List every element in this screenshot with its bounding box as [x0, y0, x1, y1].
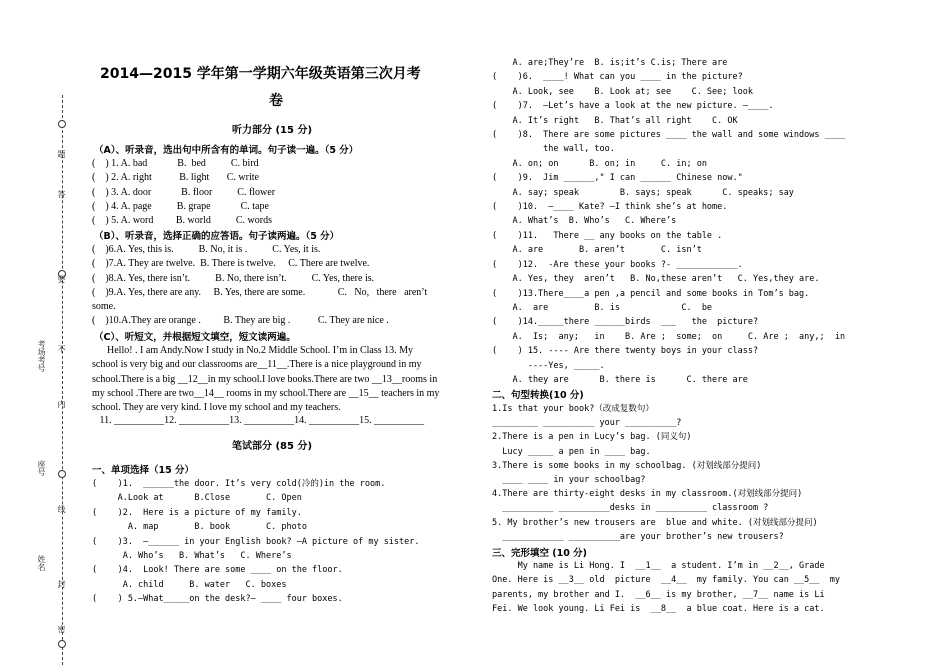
question-line: A. Who’s B. What’s C. Where’s: [92, 551, 292, 562]
question-line: ( ) 5. A. word B. world C. words: [92, 215, 272, 227]
question-line: ( ) 2. A. right B. light C. write: [92, 172, 259, 184]
binding-hole: [58, 640, 66, 648]
question-line: A. map B. book C. photo: [92, 522, 307, 533]
question-line: ____________ __________are your brother’s new trousers?: [492, 531, 784, 542]
question-line: ( ) 5.—What_____on the desk?— ____ four boxes.: [92, 594, 343, 605]
name-label: 姓名: [37, 555, 46, 571]
question-line: 5. My brother’s new trousers are blue and white. (对划线部分提问): [492, 517, 818, 528]
question-line: A. they are B. there is C. there are: [492, 374, 748, 385]
seal-char: 题: [57, 150, 66, 158]
part-c-answer-blanks: 11. __________12. __________13. __________14. __________15. __________: [92, 415, 425, 426]
part-b-list: [92, 243, 427, 329]
question-line: 2.There is a pen in Lucy’s bag. (同义句): [492, 432, 692, 443]
question-line: _________ __________ your __________?: [492, 418, 682, 429]
question-line: ( )9. Jim ______," I can ______ Chinese now.": [492, 173, 743, 184]
exam-title-cont: 卷: [269, 93, 283, 109]
seal-char: 不: [57, 345, 66, 353]
question-line: ( )8.A. Yes, there isn’t. B. No, there isn’t. C. Yes, there is.: [92, 272, 375, 284]
passage-line: One. Here is __3__ old picture __4__ my family. You can __5__ my: [492, 575, 840, 586]
question-line: A. Is; any; in B. Are ; some; on C. Are ; any,; in: [492, 331, 846, 342]
question-line: some.: [92, 301, 116, 313]
part-c-passage: [92, 344, 439, 415]
question-line: ( )4. Look! There are some ____ on the floor.: [92, 565, 343, 576]
question-line: ( )6.A. Yes, this is. B. No, it is . C. Yes, it is.: [92, 244, 321, 255]
part-a-header: （A）、听录音，选出句中所含有的单词。句子读一遍。（5 分）: [94, 145, 359, 156]
question-line: 4.There are thirty-eight desks in my classroom.(对划线部分提问): [492, 489, 803, 500]
passage-line: parents, my brother and I. __6__ is my brother, __7__ name is Li: [492, 589, 825, 600]
question-line: the wall, too.: [492, 144, 615, 155]
binding-hole: [58, 470, 66, 478]
question-line: A.Look at B.Close C. Open: [92, 493, 302, 504]
seal-char: 答: [57, 190, 66, 198]
question-line: A. are B. is C. be: [492, 302, 713, 313]
question-line: ____ ____ in your schoolbag?: [492, 475, 646, 486]
written-header: 笔试部分 (85 分): [232, 441, 313, 452]
question-line: A. are;They’re B. is;it’s C.is; There are: [492, 58, 728, 68]
question-line: ( )1. ______the door. It’s very cold(冷的)in the room.: [92, 479, 386, 489]
question-line: ( ) 4. A. page B. grape C. tape: [92, 200, 269, 212]
question-line: ( )11. There __ any books on the table .: [492, 230, 723, 241]
question-line: ( )7. —Let’s have a look at the new picture. —____.: [492, 101, 774, 112]
section1-left-list: [92, 477, 420, 607]
passage-line: my school .There are two__14__ rooms in my school.There are __15__ teachers in my: [92, 387, 440, 399]
question-line: ( ) 15. ---- Are there twenty boys in your class?: [492, 346, 759, 357]
question-line: ( )2. Here is a picture of my family.: [92, 507, 302, 518]
question-line: ( )8. There are some pictures ____ the wall and some windows ____: [492, 130, 846, 141]
section2-header: 二、句型转换(10 分): [492, 390, 584, 401]
section1-header: 一、单项选择（15 分）: [92, 465, 195, 476]
question-line: A. child B. water C. boxes: [92, 579, 287, 590]
question-line: A. What’s B. Who’s C. Where’s: [492, 216, 677, 227]
question-line: A. say; speak B. says; speak C. speaks; say: [492, 187, 794, 198]
question-line: ( )14._____there ______birds ___ the picture?: [492, 317, 759, 328]
binding-hole: [58, 120, 66, 128]
passage-line: Hello! . I am Andy.Now I study in No.2 Middle School. I’m in Class 13. My: [92, 345, 414, 356]
seal-char: 密: [57, 625, 66, 633]
seat-label: 座号: [37, 460, 46, 476]
passage-line: school is very big and our classrooms are__11__.There is a nice playground in my: [92, 359, 422, 371]
question-line: ( )7.A. They are twelve. B. There is twelve. C. There are twelve.: [92, 258, 370, 270]
section3-passage: [492, 559, 840, 616]
question-line: A. are B. aren’t C. isn’t: [492, 245, 702, 256]
question-line: 1.Is that your book?（改成复数句）: [492, 404, 654, 414]
question-line: A. It’s right B. That’s all right C. OK: [492, 115, 738, 126]
exam-number-label: 考场考号: [37, 340, 46, 372]
question-line: __________ __________desks in __________ classroom ?: [492, 503, 769, 514]
question-line: ----Yes, _____.: [492, 360, 605, 371]
section3-header: 三、完形填空 (10 分): [492, 548, 588, 559]
seal-char: 封: [57, 580, 66, 588]
exam-title: 2014—2015 学年第一学期六年级英语第三次月考: [100, 66, 421, 82]
question-line: ( ) 1. A. bad B. bed C. bird: [92, 158, 259, 169]
question-line: A. on; on B. on; in C. in; on: [492, 158, 707, 169]
section1-right-list: [492, 56, 845, 387]
question-line: ( )3. —______ in your English book? —A picture of my sister.: [92, 536, 420, 547]
part-c-header: （C）、听短文，并根据短文填空，短文读两遍。: [94, 332, 296, 343]
question-line: ( )13.There____a pen ,a pencil and some books in Tom’s bag.: [492, 288, 810, 299]
question-line: ( )6. ____! What can you ____ in the picture?: [492, 72, 743, 83]
part-b-header: （B）、听录音，选择正确的应答语。句子读两遍。（5 分）: [94, 231, 340, 242]
passage-line: Fei. We look young. Li Fei is __8__ a blue coat. Here is a cat.: [492, 603, 825, 614]
seal-char: 线: [57, 505, 66, 513]
seal-char: 内: [57, 400, 66, 408]
passage-line: My name is Li Hong. I __1__ a student. I’m in __2__, Grade: [492, 561, 825, 571]
listening-header: 听力部分 (15 分): [232, 125, 313, 136]
question-line: ( )10.A.They are orange . B. They are big . C. They are nice .: [92, 315, 389, 327]
seal-char: 要: [57, 275, 66, 283]
question-line: A. Look, see B. Look at; see C. See; look: [492, 86, 753, 97]
question-line: A. Yes, they aren’t B. No,these aren’t C. Yes,they are.: [492, 274, 820, 285]
question-line: ( )12. -Are these your books ?- ____________.: [492, 259, 743, 270]
question-line: 3.There is some books in my schoolbag. (对划线部分提问): [492, 460, 762, 471]
question-line: ( )9.A. Yes, there are any. B. Yes, there are some. C. No, there aren’t: [92, 286, 428, 298]
section2-list: [492, 402, 818, 544]
part-a-list: [92, 157, 275, 228]
passage-line: school.There is a big __12__in my school.I love books.There are two __13__rooms in: [92, 373, 438, 385]
question-line: ( ) 3. A. door B. floor C. flower: [92, 186, 276, 198]
question-line: Lucy _____ a pen in ____ bag.: [492, 446, 651, 457]
question-line: ( )10. —____ Kate? —I think she’s at home.: [492, 202, 728, 213]
passage-line: school. They are very kind. I love my school and my teachers.: [92, 402, 341, 414]
